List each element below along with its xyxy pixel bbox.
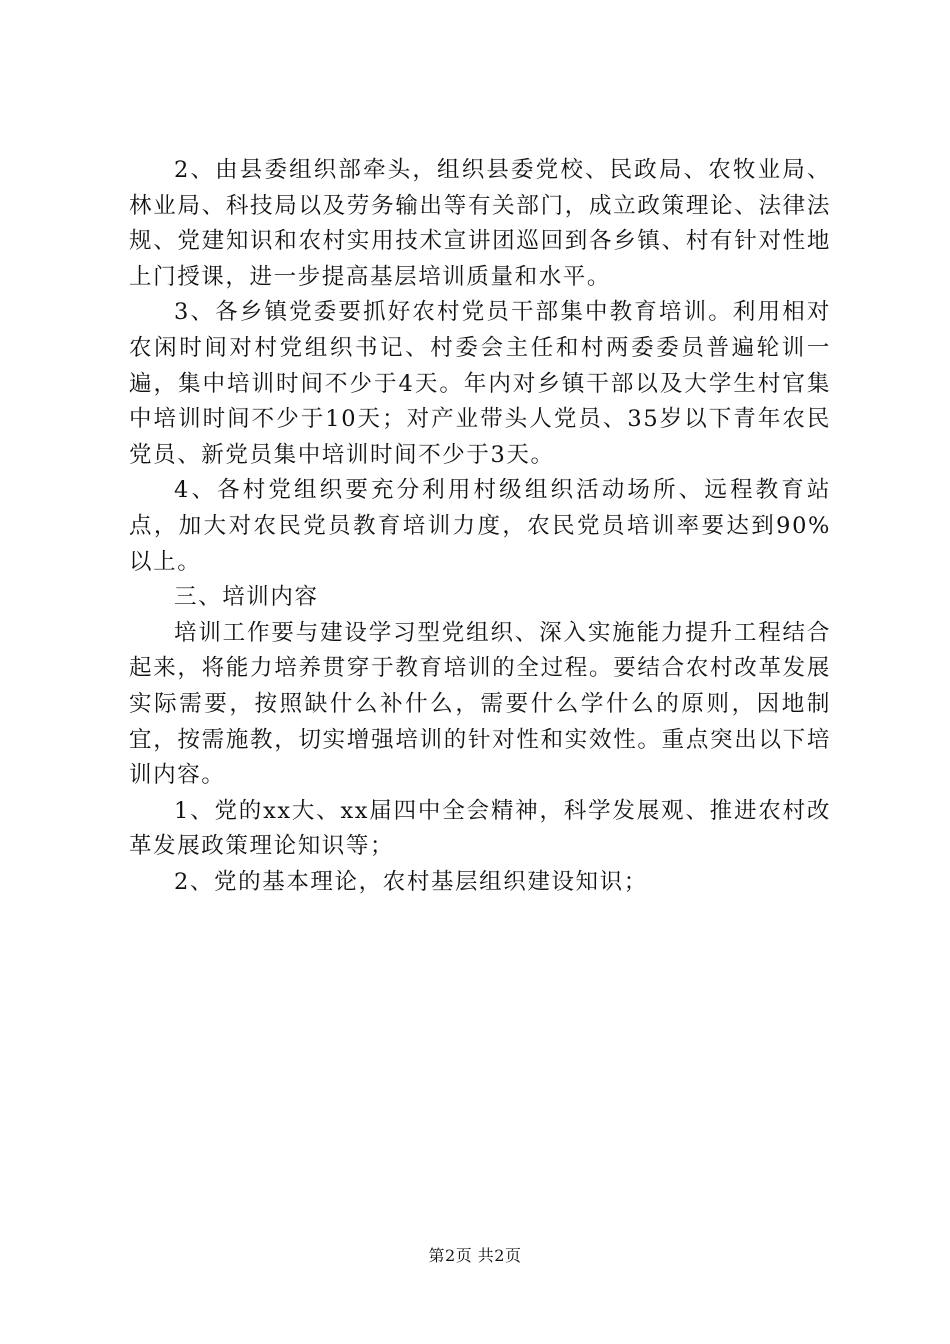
document-body [129,153,831,900]
page-footer: 第2页 共2页 [428,1246,522,1265]
paragraph-item-4-village-training: 4、各村党组织要充分利用村级组织活动场所、远程教育站点，加大对农民党员教育培训力度，农民党员培训率要达到90%以上。 [129,477,831,575]
paragraph-training-content-intro: 培训工作要与建设学习型党组织、深入实施能力提升工程结合起来，将能力培养贯穿于教育培训的全过程。要结合农村改革发展实际需要，按照缺什么补什么，需要什么学什么的原则，因地制宜，按需施教，切实增强培训的针对性和实效性。重点突出以下培训内容。 [129,619,831,789]
paragraph-content-item-1: 1、党的xx大、xx届四中全会精神，科学发展观、推进农村改革发展政策理论知识等； [129,797,831,860]
section-heading-training-content: 三、培训内容 [174,584,319,611]
paragraph-content-item-2: 2、党的基本理论，农村基层组织建设知识； [174,868,648,895]
paragraph-item-3-township-training: 3、各乡镇党委要抓好农村党员干部集中教育培训。利用相对农闲时间对村党组织书记、村委会主任和村两委委员普遍轮训一遍，集中培训时间不少于4天。年内对乡镇干部以及大学生村官集中培训时间不少于10天；对产业带头人党员、35岁以下青年农民党员、新党员集中培训时间不少于3天。 [129,299,831,468]
paragraph-item-2-lecture-team: 2、由县委组织部牵头，组织县委党校、民政局、农牧业局、林业局、科技局以及劳务输出等有关部门，成立政策理论、法律法规、党建知识和农村实用技术宣讲团巡回到各乡镇、村有针对性地上门授课，进一步提高基层培训质量和水平。 [129,157,831,290]
